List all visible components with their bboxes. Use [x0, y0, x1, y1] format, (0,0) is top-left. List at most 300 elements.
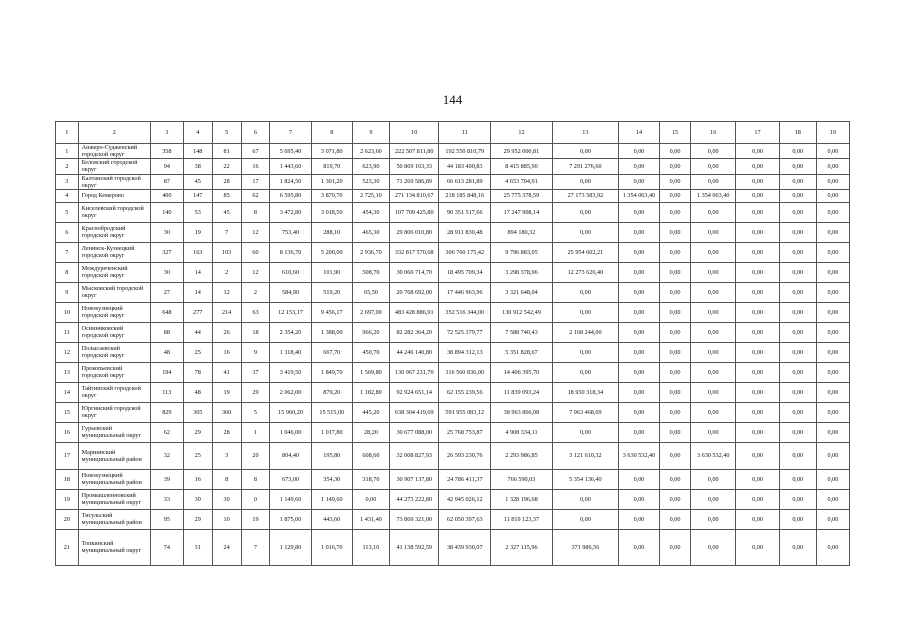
table-cell: 24: [212, 529, 241, 565]
table-cell: 0,00: [779, 422, 816, 442]
table-cell: 10: [212, 509, 241, 529]
table-cell: 0,00: [816, 469, 849, 489]
table-cell: 0,00: [816, 144, 849, 159]
table-cell: 27 173 583,92: [552, 189, 618, 202]
table-cell: 1 354 063,40: [618, 189, 659, 202]
table-cell: 20: [241, 442, 270, 469]
table-cell: 29: [183, 422, 212, 442]
table-cell: 0,00: [660, 362, 691, 382]
table-cell: 0,00: [618, 144, 659, 159]
table-cell: 41 138 592,59: [389, 529, 438, 565]
table-cell: 0,00: [816, 422, 849, 442]
table-cell: 0,00: [779, 509, 816, 529]
header-cell: 19: [816, 122, 849, 144]
table-cell: 327: [150, 242, 183, 262]
table-cell: 8: [212, 469, 241, 489]
table-cell: 10: [56, 302, 79, 322]
table-body: [56, 122, 850, 566]
table-cell: 0,00: [660, 442, 691, 469]
table-cell: 1 118,40: [270, 342, 311, 362]
table-cell: 483 428 886,91: [389, 302, 438, 322]
header-cell: 2: [78, 122, 150, 144]
district-name-cell: Гурьевский муниципальный округ: [78, 422, 150, 442]
table-cell: 1 328 196,68: [491, 489, 553, 509]
header-cell: 16: [691, 122, 736, 144]
table-cell: 3: [212, 442, 241, 469]
table-cell: 2 725,10: [352, 189, 389, 202]
table-cell: 44 183 400,83: [439, 159, 491, 174]
table-cell: 94: [150, 159, 183, 174]
table-cell: 73 869 321,00: [389, 509, 438, 529]
table-cell: 0,00: [691, 422, 736, 442]
table-cell: 0,00: [552, 509, 618, 529]
table-cell: 648: [150, 302, 183, 322]
table-cell: 358: [150, 144, 183, 159]
table-cell: 3 018,50: [311, 202, 352, 222]
table-cell: 18: [56, 469, 79, 489]
table-cell: 0,00: [816, 159, 849, 174]
table-cell: 0,00: [779, 282, 816, 302]
table-cell: 9 796 883,05: [491, 242, 553, 262]
table-cell: 0,00: [816, 442, 849, 469]
table-cell: 0,00: [618, 222, 659, 242]
table-cell: 0,00: [691, 382, 736, 402]
table-cell: 30 907 137,80: [389, 469, 438, 489]
table-cell: 71 269 586,89: [389, 174, 438, 189]
table-cell: 16: [212, 342, 241, 362]
table-cell: 17: [56, 442, 79, 469]
table-cell: 0,00: [691, 174, 736, 189]
table-row: [56, 469, 850, 489]
table-cell: 82 282 364,20: [389, 322, 438, 342]
header-cell: 6: [241, 122, 270, 144]
table-cell: 4 653 704,91: [491, 174, 553, 189]
table-cell: 753,40: [270, 222, 311, 242]
table-cell: 38 963 866,08: [491, 402, 553, 422]
table-cell: 0,00: [618, 159, 659, 174]
table-cell: 0,00: [779, 202, 816, 222]
table-cell: 0,00: [779, 222, 816, 242]
table-cell: 44: [183, 322, 212, 342]
table-cell: 62: [150, 422, 183, 442]
table-cell: 5: [241, 402, 270, 422]
table-cell: 8 136,70: [270, 242, 311, 262]
table-cell: 0,00: [816, 342, 849, 362]
table-cell: 5 354 136,40: [552, 469, 618, 489]
district-name-cell: Мариинский муниципальный район: [78, 442, 150, 469]
table-cell: 0,00: [660, 302, 691, 322]
header-cell: 7: [270, 122, 311, 144]
table-cell: 0,00: [660, 382, 691, 402]
table-cell: 66 613 281,89: [439, 174, 491, 189]
header-cell: 14: [618, 122, 659, 144]
table-cell: 523,30: [352, 174, 389, 189]
district-name-cell: Прокопьевский городской округ: [78, 362, 150, 382]
table-cell: 271 134 810,67: [389, 189, 438, 202]
district-name-cell: Междуреченский городской округ: [78, 262, 150, 282]
table-cell: 95: [150, 509, 183, 529]
table-cell: 6: [56, 222, 79, 242]
table-cell: 53: [183, 202, 212, 222]
table-cell: 0,00: [816, 529, 849, 565]
header-cell: 15: [660, 122, 691, 144]
table-cell: 608,60: [352, 442, 389, 469]
table-cell: 1 017,80: [311, 422, 352, 442]
table-cell: 50 869 163,33: [389, 159, 438, 174]
table-cell: 1 182,80: [352, 382, 389, 402]
table-cell: 0,00: [660, 469, 691, 489]
table-cell: 0,00: [779, 469, 816, 489]
table-cell: 0,00: [736, 322, 779, 342]
table-cell: 0,00: [736, 159, 779, 174]
table-cell: 0,00: [618, 342, 659, 362]
table-row: [56, 509, 850, 529]
table-cell: 3 321 648,04: [491, 282, 553, 302]
table-cell: 584,90: [270, 282, 311, 302]
table-row: [56, 302, 850, 322]
table-cell: 0,00: [552, 282, 618, 302]
table-cell: 9: [241, 342, 270, 362]
table-cell: 0,00: [736, 442, 779, 469]
table-cell: 0,00: [618, 509, 659, 529]
table-cell: 766 590,03: [491, 469, 553, 489]
table-cell: 1 149,60: [311, 489, 352, 509]
table-row: [56, 402, 850, 422]
table-row: [56, 489, 850, 509]
header-cell: 13: [552, 122, 618, 144]
table-cell: 3 071,80: [311, 144, 352, 159]
data-table: [55, 121, 850, 566]
table-cell: 22: [212, 159, 241, 174]
table-cell: 6 595,80: [270, 189, 311, 202]
table-cell: 0,00: [736, 302, 779, 322]
table-cell: 0,00: [736, 362, 779, 382]
table-cell: 0,00: [779, 174, 816, 189]
table-cell: 45: [183, 174, 212, 189]
table-cell: 0,00: [779, 342, 816, 362]
table-cell: 92 924 651,14: [389, 382, 438, 402]
table-cell: 0,00: [816, 202, 849, 222]
table-cell: 19: [212, 382, 241, 402]
table-cell: 29 806 010,80: [389, 222, 438, 242]
table-cell: 3 121 610,32: [552, 442, 618, 469]
table-cell: 819,70: [311, 159, 352, 174]
table-cell: 130 912 542,49: [491, 302, 553, 322]
table-cell: 25 768 753,87: [439, 422, 491, 442]
table-cell: 88: [150, 322, 183, 342]
table-cell: 0,00: [691, 489, 736, 509]
table-cell: 12 273 626,40: [552, 262, 618, 282]
table-cell: 11 819 123,37: [491, 509, 553, 529]
table-cell: 29 952 000,81: [491, 144, 553, 159]
table-cell: 0,00: [736, 282, 779, 302]
table-cell: 148: [183, 144, 212, 159]
table-cell: 31: [183, 529, 212, 565]
table-cell: 0,00: [552, 342, 618, 362]
table-cell: 400: [150, 189, 183, 202]
table-cell: 0,00: [779, 489, 816, 509]
table-cell: 0,00: [552, 222, 618, 242]
district-name-cell: Тайгинский городской округ: [78, 382, 150, 402]
table-cell: 72 525 379,77: [439, 322, 491, 342]
table-cell: 0,00: [691, 342, 736, 362]
table-cell: 33: [150, 489, 183, 509]
table-cell: 0,00: [736, 382, 779, 402]
table-cell: 1 431,40: [352, 509, 389, 529]
table-cell: 67: [241, 144, 270, 159]
table-cell: 32: [150, 442, 183, 469]
table-cell: 85: [212, 189, 241, 202]
table-cell: 1 149,60: [270, 489, 311, 509]
table-cell: 0,00: [618, 469, 659, 489]
table-cell: 3 419,50: [270, 362, 311, 382]
table-cell: 0,00: [736, 529, 779, 565]
table-cell: 0,00: [691, 202, 736, 222]
table-cell: 0,00: [779, 442, 816, 469]
table-cell: 0,00: [660, 509, 691, 529]
table-cell: 0,00: [691, 509, 736, 529]
table-cell: 2 936,70: [352, 242, 389, 262]
table-cell: 3 630 532,40: [691, 442, 736, 469]
table-cell: 30: [150, 262, 183, 282]
table-cell: 0,00: [736, 469, 779, 489]
table-cell: 17 247 908,14: [491, 202, 553, 222]
table-cell: 78: [183, 362, 212, 382]
table-cell: 2: [241, 282, 270, 302]
table-cell: 0,00: [660, 402, 691, 422]
table-cell: 0,00: [618, 422, 659, 442]
table-cell: 0,00: [691, 402, 736, 422]
page-number: 144: [442, 92, 463, 107]
table-cell: 2 354,20: [270, 322, 311, 342]
table-cell: 0,00: [691, 362, 736, 382]
table-cell: 0,00: [779, 302, 816, 322]
table-cell: 0,00: [691, 159, 736, 174]
district-name-cell: Полысаевский городской округ: [78, 342, 150, 362]
table-cell: 12: [241, 262, 270, 282]
district-name-cell: Топкинский муниципальный округ: [78, 529, 150, 565]
table-cell: 30 677 088,00: [389, 422, 438, 442]
table-cell: 9: [56, 282, 79, 302]
table-cell: 0,00: [618, 242, 659, 262]
table-cell: 62 050 397,63: [439, 509, 491, 529]
table-cell: 0,00: [660, 174, 691, 189]
header-cell: 18: [779, 122, 816, 144]
table-cell: 0,00: [736, 342, 779, 362]
table-cell: 3 472,80: [270, 202, 311, 222]
header-row: [56, 122, 850, 144]
table-cell: 12: [241, 222, 270, 242]
table-cell: 14 406 395,70: [491, 362, 553, 382]
table-cell: 214: [212, 302, 241, 322]
table-cell: 0,00: [691, 262, 736, 282]
header-cell: 4: [183, 122, 212, 144]
table-cell: 2 623,60: [352, 144, 389, 159]
table-cell: 24 786 411,37: [439, 469, 491, 489]
table-cell: 288,10: [311, 222, 352, 242]
table-cell: 365: [183, 402, 212, 422]
table-cell: 38: [183, 159, 212, 174]
table-cell: 332 817 570,68: [389, 242, 438, 262]
table-cell: 8 415 885,90: [491, 159, 553, 174]
district-name-cell: Ленинск-Кузнецкий городской округ: [78, 242, 150, 262]
table-cell: 130 967 231,70: [389, 362, 438, 382]
table-cell: 0,00: [736, 402, 779, 422]
table-cell: 218 185 848,16: [439, 189, 491, 202]
header-cell: 8: [311, 122, 352, 144]
table-cell: 25 954 602,21: [552, 242, 618, 262]
table-cell: 19: [56, 489, 79, 509]
header-cell: 10: [389, 122, 438, 144]
table-cell: 0,00: [660, 242, 691, 262]
table-cell: 0,00: [660, 202, 691, 222]
table-cell: 147: [183, 189, 212, 202]
table-cell: 194: [150, 362, 183, 382]
district-name-cell: Краснобродский городской округ: [78, 222, 150, 242]
table-cell: 0,00: [352, 489, 389, 509]
table-cell: 0,00: [660, 159, 691, 174]
table-row: [56, 382, 850, 402]
table-cell: 0,00: [779, 144, 816, 159]
table-cell: 7 291 276,60: [552, 159, 618, 174]
table-cell: 0,00: [660, 489, 691, 509]
table-cell: 0,00: [660, 189, 691, 202]
table-cell: 0,00: [660, 222, 691, 242]
table-cell: 508,70: [352, 262, 389, 282]
table-cell: 30: [183, 489, 212, 509]
table-row: [56, 442, 850, 469]
table-cell: 30: [150, 222, 183, 242]
table-cell: 25: [183, 442, 212, 469]
table-cell: 2 062,00: [270, 382, 311, 402]
table-cell: 0,00: [736, 144, 779, 159]
table-cell: 7: [56, 242, 79, 262]
district-name-cell: Промышленновский муниципальный округ: [78, 489, 150, 509]
table-cell: 610,60: [270, 262, 311, 282]
table-cell: 0,00: [779, 322, 816, 342]
table-cell: 26 593 230,76: [439, 442, 491, 469]
table-cell: 0,00: [736, 262, 779, 282]
header-cell: 11: [439, 122, 491, 144]
table-row: [56, 342, 850, 362]
table-cell: 11: [56, 322, 79, 342]
table-cell: 0,00: [552, 422, 618, 442]
table-cell: 804,40: [270, 442, 311, 469]
table-cell: 443,60: [311, 509, 352, 529]
table-cell: 1: [241, 422, 270, 442]
table-cell: 445,20: [352, 402, 389, 422]
table-cell: 0,00: [736, 222, 779, 242]
table-cell: 38 894 312,13: [439, 342, 491, 362]
table-cell: 16: [241, 159, 270, 174]
table-row: [56, 174, 850, 189]
table-cell: 0,00: [691, 529, 736, 565]
district-name-cell: Киселевский городской округ: [78, 202, 150, 222]
table-cell: 0,00: [618, 322, 659, 342]
table-cell: 0,00: [816, 262, 849, 282]
table-cell: 90 351 517,66: [439, 202, 491, 222]
table-cell: 0,00: [736, 422, 779, 442]
table-cell: 0,00: [618, 282, 659, 302]
table-cell: 0,00: [736, 189, 779, 202]
table-cell: 1 875,00: [270, 509, 311, 529]
table-cell: 28: [212, 174, 241, 189]
table-cell: 879,20: [311, 382, 352, 402]
table-cell: 0,00: [736, 202, 779, 222]
table-cell: 13: [56, 362, 79, 382]
table-cell: 0,00: [552, 202, 618, 222]
table-cell: 103: [212, 242, 241, 262]
table-cell: 638 304 419,69: [389, 402, 438, 422]
table-cell: 454,30: [352, 202, 389, 222]
table-cell: 0,00: [816, 189, 849, 202]
table-cell: 352 516 344,00: [439, 302, 491, 322]
table-cell: 1 301,20: [311, 174, 352, 189]
table-cell: 42 945 026,12: [439, 489, 491, 509]
table-cell: 0,00: [736, 509, 779, 529]
table-cell: 0,00: [816, 402, 849, 422]
table-cell: 25 775 378,59: [491, 189, 553, 202]
table-cell: 0,00: [618, 489, 659, 509]
table-row: [56, 159, 850, 174]
table-cell: 0,00: [816, 322, 849, 342]
table-cell: 0,00: [816, 362, 849, 382]
table-cell: 29: [183, 509, 212, 529]
table-cell: 1 849,70: [311, 362, 352, 382]
table-cell: 0,00: [660, 529, 691, 565]
table-cell: 0,00: [660, 282, 691, 302]
table-cell: 0,00: [691, 322, 736, 342]
table-cell: 7 588 740,43: [491, 322, 553, 342]
table-cell: 163: [183, 242, 212, 262]
table-cell: 20 768 692,00: [389, 282, 438, 302]
table-cell: 195,80: [311, 442, 352, 469]
table-cell: 623,90: [352, 159, 389, 174]
table-cell: 0,00: [736, 242, 779, 262]
table-cell: 8: [241, 469, 270, 489]
table-cell: 21: [56, 529, 79, 565]
table-cell: 0,00: [618, 382, 659, 402]
table-cell: 12: [212, 282, 241, 302]
table-cell: 62: [241, 189, 270, 202]
table-cell: 0,00: [691, 469, 736, 489]
table-row: [56, 262, 850, 282]
table-cell: 15: [56, 402, 79, 422]
table-cell: 29: [241, 382, 270, 402]
table-cell: 0,00: [779, 242, 816, 262]
district-name-cell: Анжеро-Судженский городской округ: [78, 144, 150, 159]
table-cell: 0,00: [779, 262, 816, 282]
table-cell: 113,10: [352, 529, 389, 565]
table-cell: 28 911 830,48: [439, 222, 491, 242]
table-cell: 0,00: [779, 382, 816, 402]
table-cell: 27: [150, 282, 183, 302]
table-row: [56, 189, 850, 202]
table-cell: 0,00: [779, 529, 816, 565]
table-cell: 2: [212, 262, 241, 282]
table-cell: 0,00: [660, 322, 691, 342]
table-cell: 354,30: [311, 469, 352, 489]
table-cell: 14: [183, 262, 212, 282]
table-cell: 1 354 063,40: [691, 189, 736, 202]
table-cell: 360: [212, 402, 241, 422]
district-name-cell: Беловский городской округ: [78, 159, 150, 174]
header-cell: 3: [150, 122, 183, 144]
table-cell: 14: [183, 282, 212, 302]
table-cell: 8: [56, 262, 79, 282]
table-cell: 306 760 175,42: [439, 242, 491, 262]
table-cell: 1: [56, 144, 79, 159]
